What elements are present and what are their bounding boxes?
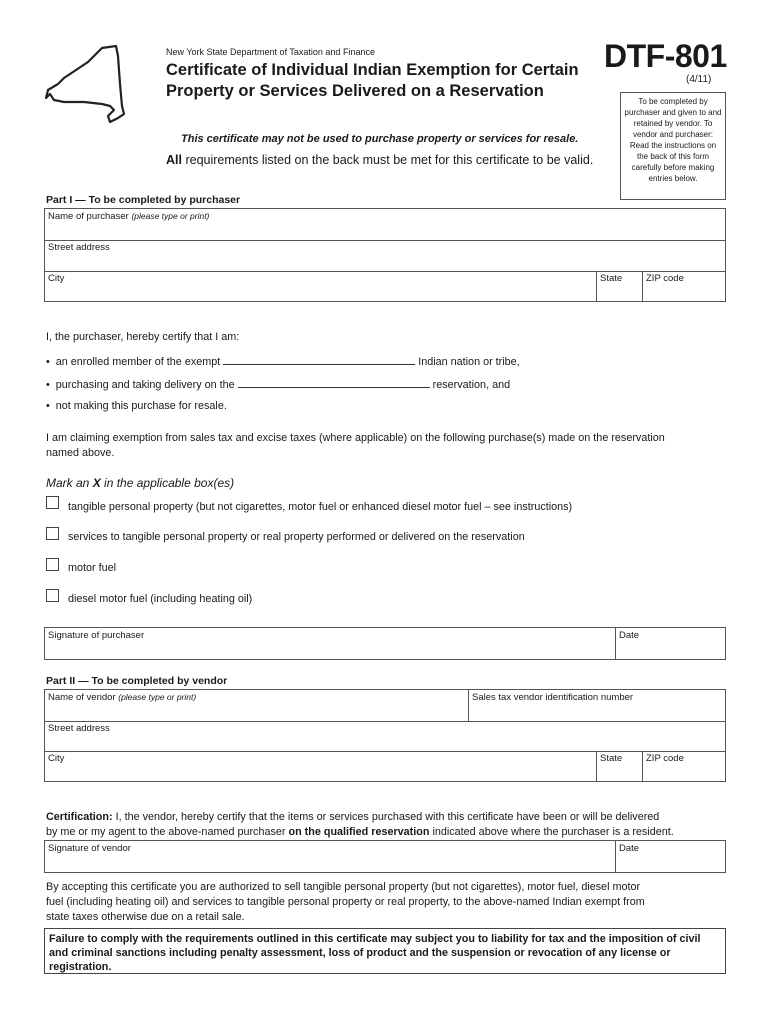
part1-form <box>44 208 726 302</box>
vendor-name-field[interactable]: Name of vendor (please type or print) <box>48 692 197 703</box>
option-diesel-fuel: diesel motor fuel (including heating oil) <box>68 593 253 605</box>
tribe-name-blank[interactable] <box>223 353 415 365</box>
vendor-street-field[interactable]: Street address <box>48 723 110 734</box>
vendor-zip-field[interactable]: ZIP code <box>646 753 684 764</box>
warning-box <box>44 928 726 974</box>
warning-text: Failure to comply with the requirements outlined in this certificate may subject you to liability for tax and the imposition of civil and criminal sanctions including penalty assessment, loss of product and the suspension or revocation of any license or registration. <box>49 933 701 973</box>
bullet-enrolled-member: • an enrolled member of the exempt Indian nation or tribe, <box>46 353 520 370</box>
purchaser-zip-field[interactable]: ZIP code <box>646 273 684 284</box>
vendor-date-field[interactable]: Date <box>619 843 640 854</box>
mark-instruction: Mark an X in the applicable box(es) <box>46 476 235 490</box>
checkbox-diesel-fuel[interactable] <box>46 589 59 602</box>
checkbox-tangible-property[interactable] <box>46 496 59 509</box>
part2-heading: Part II — To be completed by vendor <box>46 675 228 687</box>
purchaser-signature-field[interactable]: Signature of purchaser <box>48 630 145 641</box>
vendor-signature-row <box>44 840 726 873</box>
vendor-certification-text: Certification: I, the vendor, hereby certify that the items or services purchased with this certificate have been or will be delivered by me or my agent to the above-named purchaser on the qualified reservation indicated above where the purchaser is a resident. <box>46 811 674 838</box>
reservation-name-blank[interactable] <box>238 376 430 388</box>
requirements-notice: All requirements listed on the back must be met for this certificate to be valid. <box>166 153 594 167</box>
bullet-reservation: • purchasing and taking delivery on the reservation, and <box>46 376 510 393</box>
option-motor-fuel: motor fuel <box>68 562 117 574</box>
vendor-signature-field[interactable]: Signature of vendor <box>48 843 131 854</box>
resale-notice: This certificate may not be used to purchase property or services for resale. <box>181 133 579 145</box>
checkbox-services[interactable] <box>46 527 59 540</box>
purchaser-name-field[interactable]: Name of purchaser (please type or print) <box>48 211 210 222</box>
vendor-id-field[interactable]: Sales tax vendor identification number <box>472 692 634 703</box>
purchaser-date-field[interactable]: Date <box>619 630 640 641</box>
purchaser-city-field[interactable]: City <box>48 273 65 284</box>
purchaser-state-field[interactable]: State <box>600 273 623 284</box>
acceptance-text: By accepting this certificate you are authorized to sell tangible personal property (but not cigarettes), motor fuel, diesel motor fuel (including heating oil) and services to tangible personal property or real property, to the above-named Indian exempt from state taxes otherwise due on a retail sale. <box>46 881 645 923</box>
claim-text: I am claiming exemption from sales tax and excise taxes (where applicable) on the following purchase(s) made on the reservation named above. <box>46 432 665 459</box>
form-number: DTF-801 <box>604 38 727 74</box>
part1-heading: Part I — To be completed by purchaser <box>46 194 241 206</box>
form-title: Certificate of Individual Indian Exemption for Certain Property or Services Delivered on a Reservation <box>166 61 579 100</box>
purchaser-street-field[interactable]: Street address <box>48 242 110 253</box>
vendor-city-field[interactable]: City <box>48 753 65 764</box>
checkbox-motor-fuel[interactable] <box>46 558 59 571</box>
agency-name: New York State Department of Taxation and Finance <box>166 47 375 57</box>
vendor-state-field[interactable]: State <box>600 753 623 764</box>
form-revision: (4/11) <box>686 74 712 85</box>
option-services: services to tangible personal property or real property performed or delivered on the reservation <box>68 531 525 543</box>
part2-form <box>44 689 726 782</box>
purchaser-certify-intro: I, the purchaser, hereby certify that I am: <box>46 331 240 343</box>
bullet-not-resale: • not making this purchase for resale. <box>46 400 227 412</box>
purchaser-signature-row <box>44 627 726 660</box>
instructions-box: To be completed by purchaser and given to and retained by vendor. To vendor and purchaser: Read the instructions on the back of this form carefully before making entries below. <box>620 92 726 200</box>
option-tangible-property: tangible personal property (but not cigarettes, motor fuel or enhanced diesel motor fuel – see instructions) <box>68 501 573 513</box>
new-york-state-map-icon <box>44 44 126 126</box>
